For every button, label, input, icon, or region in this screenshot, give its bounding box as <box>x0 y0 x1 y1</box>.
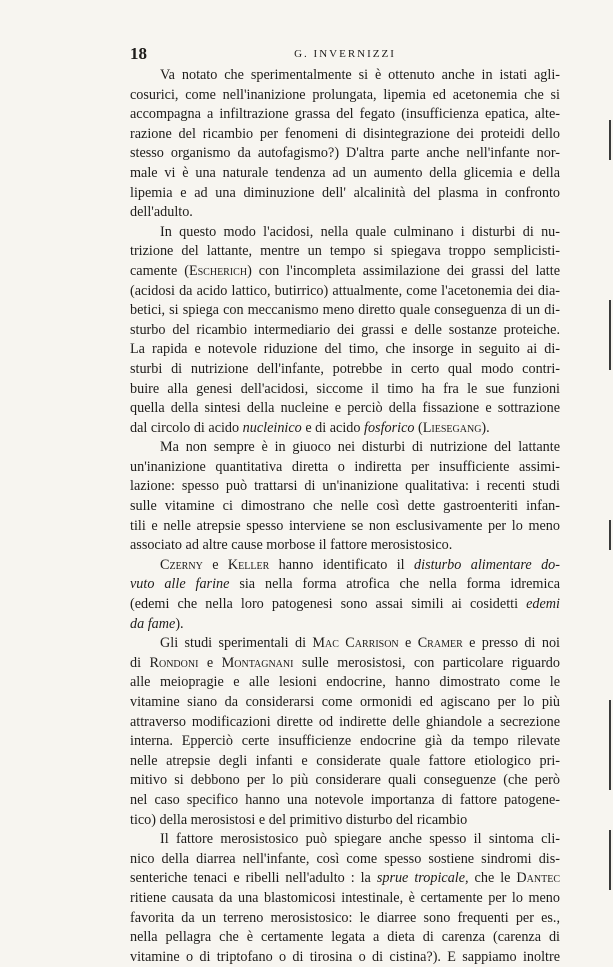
text-line <box>130 438 560 458</box>
text-run: sulle vitamine ci dimostrano che nelle così dette gastroenteriti infan- <box>130 498 560 515</box>
text-run: accompagna a infiltrazione grassa del fegato (insufficienza epatica, alte- <box>130 106 560 123</box>
text-line <box>130 497 560 517</box>
text-run: Liesegang <box>422 419 482 436</box>
text-line <box>130 693 560 713</box>
text-run: (edemi che nella loro patogenesi sono assai simili ai cosidetti <box>130 596 527 613</box>
text-run: nella pellagra che è certamente legata a dieta di carenza (carenza di <box>130 929 560 946</box>
text-line <box>130 203 560 223</box>
page-header <box>130 44 560 64</box>
text-run: hanno identificato il <box>269 556 415 573</box>
text-run: dal circolo di acido <box>130 419 243 436</box>
text-run: sturbo del ricambio intermediario dei grassi e delle sostanze proteiche. <box>130 321 560 338</box>
text-run: che le <box>468 870 517 887</box>
text-run: tico) della merosistosi e del primitivo disturbo del ricambio <box>130 811 468 828</box>
text-line <box>130 282 560 302</box>
text-run: ( <box>414 419 423 436</box>
text-run: sulle merosistosi, con particolare riguardo <box>293 654 560 671</box>
text-line <box>130 517 560 537</box>
text-run: mitivo si debbono per lo più considerare quali conseguenze (che però <box>130 772 560 789</box>
text-run: tili e nelle atrepsie spesso interviene se non esclusivamente per lo meno <box>130 517 560 534</box>
text-run: nel caso specifico hanno una notevole importanza di fattore patogene- <box>130 791 560 808</box>
text-line <box>130 399 560 419</box>
text-run: Rondoni <box>149 654 199 671</box>
text-line <box>130 536 560 556</box>
text-line <box>130 184 560 204</box>
text-line <box>130 144 560 164</box>
text-run: e <box>202 556 228 573</box>
text-line <box>130 771 560 791</box>
text-run: un'inanizione quantitativa diretta o indiretta per insufficiente assimi- <box>130 458 560 475</box>
text-run: cosurici, come nell'inanizione prolungata, lipemia ed acetonemia che si <box>130 86 560 103</box>
text-line <box>130 340 560 360</box>
text-line <box>130 850 560 870</box>
text-line <box>130 262 560 282</box>
text-run: La rapida e notevole riduzione del timo, che insorge in seguito ai di- <box>130 341 560 358</box>
text-line <box>130 242 560 262</box>
text-line <box>130 380 560 400</box>
text-run: nucleinico <box>242 419 302 436</box>
page-number: 18 <box>130 44 147 63</box>
text-line <box>130 125 560 145</box>
text-line <box>130 869 560 889</box>
text-run: e <box>398 635 418 652</box>
text-line <box>130 811 560 831</box>
text-line <box>130 732 560 752</box>
text-run: alle meiopragie e alle lesioni endocrine, hanno dimostrato come le <box>130 674 560 691</box>
text-run: nico della diarrea nell'infante, così come spesso sostiene sindromi dis- <box>130 850 560 867</box>
text-line <box>130 909 560 929</box>
text-run: ). <box>481 419 490 436</box>
text-run: Ma non sempre è in giuoco nei disturbi di nutrizione del lattante <box>160 439 560 456</box>
text-line <box>130 223 560 243</box>
text-run: trizione del lattante, mentre un tempo si spiegava troppo semplicisti- <box>130 243 560 260</box>
text-run: Mac Carrison <box>312 635 399 652</box>
text-line <box>130 948 560 967</box>
text-run: disturbo alimentare do- <box>414 556 560 573</box>
text-run: interna. Epperciò certe insufficienze endocrine già da tempo rilevate <box>130 733 560 750</box>
text-run: lipemia e ad una diminuzione dell' alcalinità del plasma in confronto <box>130 184 560 201</box>
text-run: e di acido <box>301 419 365 436</box>
text-run: (acidosi da acido lattico, butirrico) attualmente, come l'acetonemia dei dia- <box>130 282 560 299</box>
text-run: dell'adulto. <box>130 204 193 221</box>
text-run: sturbi di nutrizione dell'infante, potrebbe in certo qual modo contri- <box>130 360 560 377</box>
text-run: ritiene causata da una blastomicosi intestinale, è certamente per lo meno <box>130 889 560 906</box>
text-run: betici, si spiega con meccanismo meno diretto quale conseguenza di un di- <box>130 302 560 319</box>
text-run: stesso organismo da autofagismo?) D'altra parte anche nell'infante nor- <box>130 145 560 162</box>
text-run: Montagnani <box>221 654 294 671</box>
text-line <box>130 301 560 321</box>
text-run: sia nella forma atrofica che nella forma idremica <box>229 576 560 593</box>
text-line <box>130 673 560 693</box>
text-line <box>130 360 560 380</box>
text-run: associato ad altre cause morbose il fattore merosistosico. <box>130 537 453 554</box>
text-run: da fame <box>130 615 176 632</box>
text-run: favorita da un terreno merosistosico: le diarree sono frequenti per es., <box>130 909 560 926</box>
text-line <box>130 105 560 125</box>
text-run: Czerny <box>160 556 203 573</box>
text-line <box>130 321 560 341</box>
body-text <box>130 66 560 967</box>
text-run: Dantec <box>516 870 560 887</box>
text-run: vuto alle farine <box>130 576 230 593</box>
text-line <box>130 86 560 106</box>
text-line <box>130 791 560 811</box>
text-line <box>130 634 560 654</box>
text-run: e presso di noi <box>462 635 560 652</box>
text-run: Va notato che sperimentalmente si è ottenuto anche in istati agli- <box>160 67 560 83</box>
text-run: ) con l'incompleta assimilazione dei grassi del latte <box>247 262 560 279</box>
scan-edge <box>607 0 613 900</box>
text-line <box>130 928 560 948</box>
text-run: vitamine o di triptofano o di tirosina o di cistina?). E sappiamo inoltre <box>130 948 560 965</box>
text-run: razione del ricambio per fenomeni di disintegrazione dei proteidi dello <box>130 125 560 142</box>
text-run: quella della sintesi della nucleine e perciò della fissazione e sottrazione <box>130 400 560 417</box>
text-run: e <box>198 654 222 671</box>
text-run: di <box>130 654 150 671</box>
text-run: camente ( <box>130 262 189 279</box>
text-line <box>130 654 560 674</box>
text-run: Il fattore merosistosico può spiegare anche spesso il sintoma cli- <box>160 831 560 848</box>
text-line <box>130 164 560 184</box>
text-line <box>130 66 560 86</box>
text-line <box>130 575 560 595</box>
text-run: nelle atrepsie degli infanti e considerate quale fattore etiologico pri- <box>130 752 560 769</box>
text-line <box>130 477 560 497</box>
text-line <box>130 458 560 478</box>
text-line <box>130 752 560 772</box>
running-head: G. INVERNIZZI <box>294 48 396 60</box>
text-run: fosforico <box>364 419 415 436</box>
text-run: Gli studi sperimentali di <box>160 635 313 652</box>
text-run: male vi è una naturale tendenza ad un aumento della glicemia e della <box>130 164 560 181</box>
text-line <box>130 595 560 615</box>
text-line <box>130 713 560 733</box>
text-run: Cramer <box>417 635 463 652</box>
text-line <box>130 889 560 909</box>
text-run: Escherich <box>188 262 248 279</box>
text-run: senteriche tenaci e ribelli nell'adulto : la <box>130 870 377 887</box>
text-run: edemi <box>526 596 560 613</box>
text-line <box>130 615 560 635</box>
text-line <box>130 830 560 850</box>
text-run: Keller <box>227 556 270 573</box>
text-run: ). <box>175 615 184 632</box>
text-run: attraverso modificazioni dirette od indirette delle ghiandole a secrezione <box>130 713 560 730</box>
text-run: sprue tropicale, <box>376 870 469 887</box>
text-line <box>130 556 560 576</box>
text-run: lazione: spesso può trattarsi di un'inanizione qualitativa: i recenti studi <box>130 478 560 495</box>
text-run: buire alla genesi dell'acidosi, siccome il timo ha fra le sue funzioni <box>130 380 560 397</box>
text-run: vitamine siano da considerarsi come ormonidi ed agiscano per lo più <box>130 694 560 710</box>
text-line <box>130 419 560 439</box>
text-run: In questo modo l'acidosi, nella quale culminano i disturbi di nu- <box>160 223 560 240</box>
